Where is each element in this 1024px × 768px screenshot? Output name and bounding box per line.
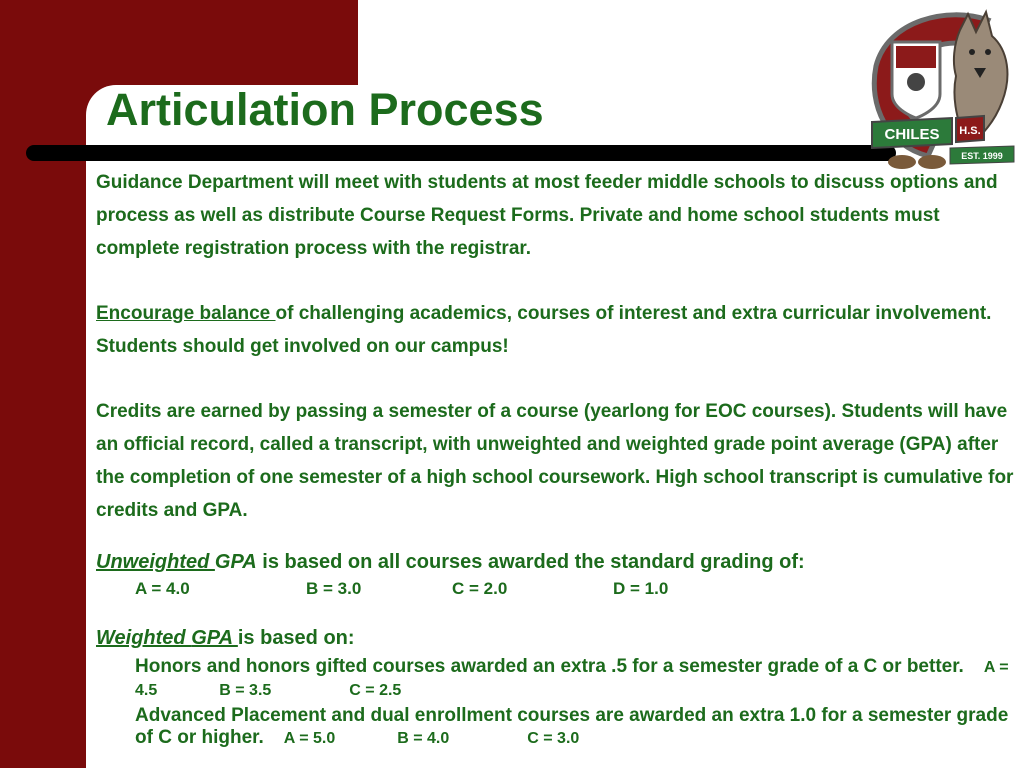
paragraph-credits: Credits are earned by passing a semester of a course (yearlong for EOC courses). Students will have an official record, called a transcript, with unweighted and weighted grade point average (GPA) after the completion of one semester of a high school coursework. High school transcript is cumulative for credits and GPA. — [96, 401, 1014, 521]
title-divider — [26, 145, 896, 161]
unweighted-grade-c: C = 2.0 — [452, 579, 508, 598]
unweighted-label: Unweighted — [96, 551, 215, 573]
weighted-label: Weighted — [96, 627, 192, 649]
ap-grade-b: B = 4.0 — [397, 730, 450, 747]
honors-grade-c: C = 2.5 — [349, 682, 402, 699]
honors-text: Honors and honors gifted courses awarded an extra .5 for a semester grade of a C or better. — [135, 656, 964, 677]
slide-title: Articulation Process — [106, 84, 544, 135]
honors-item — [135, 656, 1015, 702]
balance-rest-text: of challenging academics, courses of interest and extra curricular involvement. Students should get involved on our campus! — [96, 303, 992, 357]
ap-text: Advanced Placement and dual enrollment courses are awarded an extra 1.0 for a semester grade of C or higher. — [135, 705, 1009, 748]
ap-item — [135, 705, 1015, 750]
paragraph-guidance: Guidance Department will meet with students at most feeder middle schools to discuss options and process as well as distribute Course Request Forms. Private and home school students must complete registration process with the registrar. — [96, 172, 998, 259]
ap-grade-c: C = 3.0 — [527, 730, 580, 747]
balance-underlined-text: Encourage balance — [96, 303, 276, 324]
weighted-gpa-label: GPA — [191, 627, 238, 649]
crest-banner-text: CHILES — [884, 126, 940, 143]
weighted-text: is based on: — [237, 627, 355, 649]
unweighted-grade-b: B = 3.0 — [306, 579, 362, 598]
honors-grade-a: A = 4.5 — [135, 659, 1009, 699]
crest-hs-text: H.S. — [959, 125, 981, 137]
unweighted-grade-d: D = 1.0 — [613, 579, 669, 598]
paragraph-balance — [96, 297, 1016, 363]
unweighted-gpa-heading — [96, 551, 805, 574]
honors-grade-b: B = 3.5 — [219, 682, 272, 699]
unweighted-text: is based on all courses awarded the standard grading of: — [256, 551, 805, 573]
unweighted-gpa-label: GPA — [214, 551, 257, 573]
wolf-crest-logo — [868, 6, 1018, 174]
crest-est-text: EST. 1999 — [961, 151, 1003, 161]
weighted-gpa-heading — [96, 627, 355, 650]
unweighted-grade-a: A = 4.0 — [135, 579, 190, 598]
ap-grade-a: A = 5.0 — [283, 730, 336, 747]
